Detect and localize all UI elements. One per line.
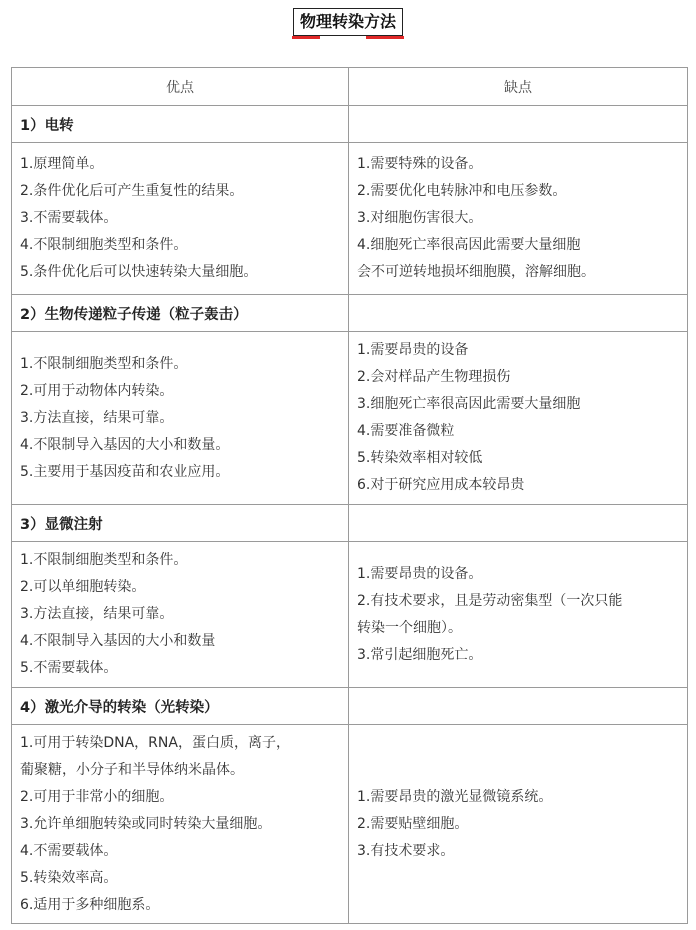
pros-item: 1.原理简单。 <box>20 156 104 172</box>
pros-cell <box>12 542 349 688</box>
pros-item: 2.可用于非常小的细胞。 <box>20 788 174 805</box>
cons-item: 1.需要特殊的设备。 <box>357 156 483 172</box>
section-title-empty <box>349 688 688 725</box>
section-title-empty <box>349 106 688 143</box>
section-title-empty <box>349 295 688 332</box>
section-content-row <box>12 725 688 924</box>
section-content-row <box>12 542 688 688</box>
cons-item: 2.需要贴壁细胞。 <box>357 815 469 832</box>
title-accent-right <box>366 36 404 39</box>
pros-item: 2.可以单细胞转染。 <box>20 579 146 595</box>
cons-item: 2.会对样品产生物理损伤 <box>357 369 511 385</box>
title-area <box>0 8 696 40</box>
pros-item: 葡聚糖，小分子和半导体纳米晶体。 <box>20 761 244 778</box>
cons-item: 3.有技术要求。 <box>357 842 455 859</box>
pros-item: 5.主要用于基因疫苗和农业应用。 <box>20 463 230 480</box>
cons-item: 转染一个细胞）。 <box>357 619 462 636</box>
cons-item: 4.细胞死亡率很高因此需要大量细胞 <box>357 237 581 253</box>
header-pros: 优点 <box>12 68 349 106</box>
cons-item: 4.需要准备微粒 <box>357 423 455 439</box>
pros-item: 2.条件优化后可产生重复性的结果。 <box>20 183 244 199</box>
cons-item: 1.需要昂贵的设备 <box>357 342 469 358</box>
section-title-row <box>12 106 688 143</box>
section-content-row <box>12 332 688 505</box>
pros-item: 1.不限制细胞类型和条件。 <box>20 552 188 568</box>
cons-cell <box>349 332 688 505</box>
pros-item: 5.条件优化后可以快速转染大量细胞。 <box>20 264 258 280</box>
header-row <box>12 68 688 106</box>
section-title-row <box>12 505 688 542</box>
section-title-row <box>12 295 688 332</box>
pros-item: 3.不需要载体。 <box>20 210 118 226</box>
cons-item: 3.对细胞伤害很大。 <box>357 210 483 226</box>
cons-item: 1.需要昂贵的设备。 <box>357 565 483 582</box>
pros-item: 1.可用于转染DNA，RNA，蛋白质，离子， <box>20 734 290 751</box>
cons-cell <box>349 542 688 688</box>
pros-cell <box>12 332 349 505</box>
cons-item: 6.对于研究应用成本较昂贵 <box>357 477 525 493</box>
pros-item: 2.可用于动物体内转染。 <box>20 382 174 399</box>
cons-item: 2.有技术要求，且是劳动密集型（一次只能 <box>357 592 623 609</box>
pros-cell <box>12 143 349 295</box>
cons-item: 1.需要昂贵的激光显微镜系统。 <box>357 788 553 805</box>
cons-cell <box>349 725 688 924</box>
cons-item: 3.常引起细胞死亡。 <box>357 646 483 663</box>
cons-item: 3.细胞死亡率很高因此需要大量细胞 <box>357 396 581 412</box>
section-title: 4）激光介导的转染（光转染） <box>12 688 349 725</box>
pros-item: 5.不需要载体。 <box>20 660 118 676</box>
section-content-row <box>12 143 688 295</box>
pros-item: 6.适用于多种细胞系。 <box>20 896 160 913</box>
pros-item: 4.不限制导入基因的大小和数量。 <box>20 436 230 453</box>
page-title-text: 物理转染方法 <box>299 12 396 31</box>
section-title: 1）电转 <box>12 106 349 143</box>
cons-cell <box>349 143 688 295</box>
pros-item: 1.不限制细胞类型和条件。 <box>20 355 188 372</box>
pros-item: 3.方法直接，结果可靠。 <box>20 606 174 622</box>
cons-item: 2.需要优化电转脉冲和电压参数。 <box>357 183 567 199</box>
section-title-row <box>12 688 688 725</box>
cons-item: 5.转染效率相对较低 <box>357 450 483 466</box>
comparison-table <box>11 67 688 924</box>
section-title: 3）显微注射 <box>12 505 349 542</box>
pros-item: 4.不限制导入基因的大小和数量 <box>20 633 216 649</box>
pros-cell <box>12 725 349 924</box>
section-title-empty <box>349 505 688 542</box>
pros-item: 5.转染效率高。 <box>20 869 118 886</box>
page-title <box>293 8 403 36</box>
section-title: 2）生物传递粒子传递（粒子轰击） <box>12 295 349 332</box>
title-accent-left <box>292 36 320 39</box>
pros-item: 4.不需要载体。 <box>20 842 118 859</box>
pros-item: 4.不限制细胞类型和条件。 <box>20 237 188 253</box>
header-cons: 缺点 <box>349 68 688 106</box>
pros-item: 3.允许单细胞转染或同时转染大量细胞。 <box>20 815 272 832</box>
pros-item: 3.方法直接，结果可靠。 <box>20 409 174 426</box>
cons-item: 会不可逆转地损坏细胞膜，溶解细胞。 <box>357 264 595 280</box>
